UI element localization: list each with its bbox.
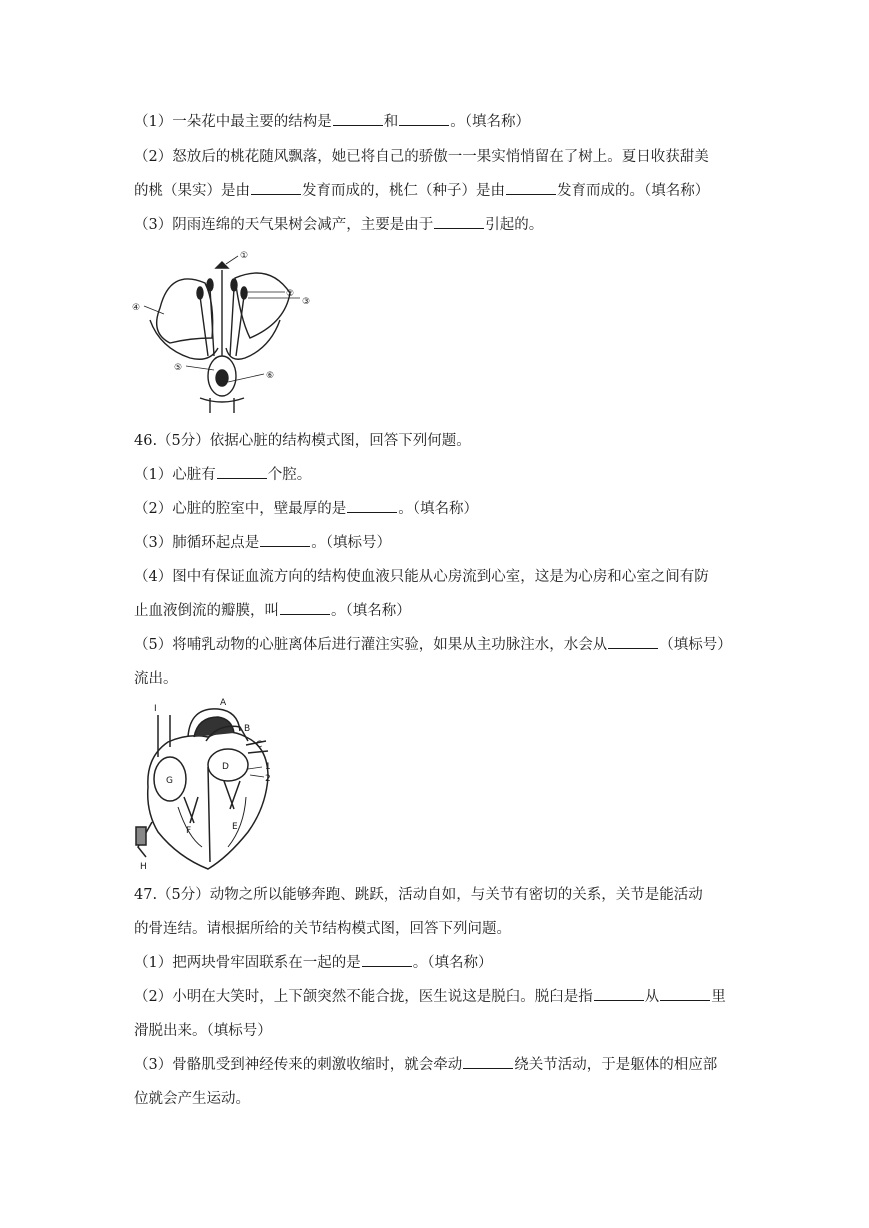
heart-label: F bbox=[186, 826, 192, 836]
q47-title-line1 bbox=[134, 885, 744, 905]
answer-blank[interactable] bbox=[347, 500, 397, 513]
stigma bbox=[216, 262, 228, 268]
superior-vena-cava bbox=[158, 715, 170, 757]
answer-blank[interactable] bbox=[280, 602, 330, 615]
heart-label: C bbox=[256, 740, 263, 750]
q47-part3-line1 bbox=[134, 1055, 744, 1075]
flower-label: ⑤ bbox=[174, 363, 183, 373]
q46-title bbox=[134, 431, 744, 451]
heart-label: H bbox=[140, 862, 147, 872]
flower-label: ① bbox=[240, 251, 249, 261]
q45-part2-text-a: 的桃（果实）是由 bbox=[134, 183, 250, 199]
q46-part1-text-b: 个腔。 bbox=[267, 467, 312, 483]
q46-part5-line1 bbox=[134, 635, 744, 655]
q46-part4-text-a: 止血液倒流的瓣膜，叫 bbox=[134, 603, 279, 619]
q46-part2-text-b: 。（填名称） bbox=[398, 501, 478, 517]
q46-part3 bbox=[134, 533, 744, 553]
q45-part3-text-a: （3）阴雨连绵的天气果树会减产，主要是由于 bbox=[134, 217, 434, 233]
flower-label: ③ bbox=[302, 297, 311, 307]
tricuspid-valve bbox=[184, 797, 198, 823]
answer-blank[interactable] bbox=[362, 954, 412, 967]
q45-part1-text-b: 和 bbox=[383, 114, 399, 130]
q47-part2-text-b: 从 bbox=[644, 989, 660, 1005]
heart-label: 2 bbox=[265, 774, 271, 784]
q47-part1 bbox=[134, 953, 744, 973]
flower-label: ② bbox=[286, 289, 295, 299]
answer-blank[interactable] bbox=[608, 636, 658, 649]
heart-diagram bbox=[128, 697, 288, 875]
q46-part1 bbox=[134, 465, 744, 485]
mitral-valve bbox=[224, 781, 240, 809]
q47-title-text: 47.（5分）动物之所以能够奔跑、跳跃，活动自如，与关节有密切的关系，关节是能活动 bbox=[134, 887, 703, 903]
answer-blank[interactable] bbox=[594, 988, 644, 1001]
q46-part5-line2 bbox=[134, 669, 744, 689]
heart-label: G bbox=[166, 776, 173, 786]
q45-part2-line2 bbox=[134, 181, 744, 201]
answer-blank[interactable] bbox=[333, 113, 383, 126]
receptacle bbox=[200, 398, 244, 402]
heart-label: I bbox=[154, 704, 157, 714]
answer-blank[interactable] bbox=[260, 534, 310, 547]
answer-blank[interactable] bbox=[399, 113, 449, 126]
q45-part3-text-b: 引起的。 bbox=[485, 217, 544, 233]
answer-blank[interactable] bbox=[251, 182, 301, 195]
q45-part1 bbox=[134, 112, 744, 132]
flower-label: ④ bbox=[132, 303, 141, 313]
q45-part1-text-a: （1）一朵花中最主要的结构是 bbox=[134, 114, 332, 130]
q45-part2-text-c: 发育而成的。（填名称） bbox=[557, 183, 710, 199]
answer-blank[interactable] bbox=[660, 988, 710, 1001]
answer-blank[interactable] bbox=[463, 1056, 513, 1069]
q46-part3-text-b: 。（填标号） bbox=[311, 535, 391, 551]
q46-part4-text-b: 。（填名称） bbox=[331, 603, 411, 619]
answer-blank[interactable] bbox=[434, 216, 484, 229]
q45-part2-text: （2）怒放后的桃花随风飘落，她已将自己的骄傲一一果实悄悄留在了树上。夏日收获甜美 bbox=[134, 149, 709, 165]
heart-label: D bbox=[222, 762, 229, 772]
q46-part4-line1 bbox=[134, 567, 744, 587]
answer-blank[interactable] bbox=[217, 466, 267, 479]
flower-stalk bbox=[210, 398, 234, 413]
q46-part4-line2 bbox=[134, 601, 744, 621]
q47-part1-text-b: 。（填名称） bbox=[412, 955, 493, 971]
heart-diagram-svg bbox=[128, 697, 288, 875]
q47-part3-line2 bbox=[134, 1089, 744, 1109]
heart-label: 1 bbox=[265, 762, 271, 772]
q46-part5-text-b: （填标号） bbox=[659, 637, 732, 653]
q46-part4-text: （4）图中有保证血流方向的结构使血液只能从心房流到心室，这是为心房和心室之间有防 bbox=[134, 569, 709, 585]
q46-title-text: 46.（5分）依据心脏的结构模式图，回答下列何题。 bbox=[134, 433, 471, 449]
heart-label: B bbox=[244, 724, 251, 734]
answer-blank[interactable] bbox=[506, 182, 556, 195]
q47-part2-text-d: 滑脱出来。（填标号） bbox=[134, 1023, 272, 1039]
q45-part3 bbox=[134, 215, 744, 235]
q47-part2-text-a: （2）小明在大笑时，上下颌突然不能合拢，医生说这是脱臼。脱臼是指 bbox=[134, 989, 593, 1005]
q45-part1-text-c: 。（填名称） bbox=[450, 114, 530, 130]
q47-part2-line1 bbox=[134, 987, 744, 1007]
q46-part5-text-a: （5）将哺乳动物的心脏离体后进行灌注实验，如果从主功脉注水，水会从 bbox=[134, 637, 608, 653]
q45-part2-line1 bbox=[134, 147, 744, 167]
q47-title-line2 bbox=[134, 919, 744, 939]
flower-diagram bbox=[130, 248, 320, 416]
q46-part5-text-c: 流出。 bbox=[134, 671, 178, 687]
flower-label: ⑥ bbox=[266, 371, 275, 381]
q46-part3-text-a: （3）肺循环起点是 bbox=[134, 535, 260, 551]
q47-part3-text-c: 位就会产生运动。 bbox=[134, 1091, 250, 1107]
q46-part1-text-a: （1）心脏有 bbox=[134, 467, 216, 483]
q45-part2-text-b: 发育而成的，桃仁（种子）是由 bbox=[302, 183, 505, 199]
q47-part2-line2 bbox=[134, 1021, 744, 1041]
q47-part3-text-b: 绕关节活动，于是躯体的相应部 bbox=[514, 1057, 718, 1073]
septum bbox=[208, 767, 210, 862]
q47-part2-text-c: 里 bbox=[711, 989, 726, 1005]
sepal-right bbox=[226, 320, 280, 359]
q46-part2-text-a: （2）心脏的腔室中，壁最厚的是 bbox=[134, 501, 347, 517]
heart-label: A bbox=[220, 698, 227, 708]
q46-part2 bbox=[134, 499, 744, 519]
heart-label: E bbox=[232, 822, 238, 832]
q47-part1-text-a: （1）把两块骨牢固联系在一起的是 bbox=[134, 955, 361, 971]
q47-title-text-2: 的骨连结。请根据所给的关节结构模式图，回答下列问题。 bbox=[134, 921, 511, 937]
ovule bbox=[216, 370, 228, 386]
q47-part3-text-a: （3）骨骼肌受到神经传来的刺激收缩时，就会牵动 bbox=[134, 1057, 463, 1073]
flower-diagram-svg bbox=[130, 248, 320, 416]
